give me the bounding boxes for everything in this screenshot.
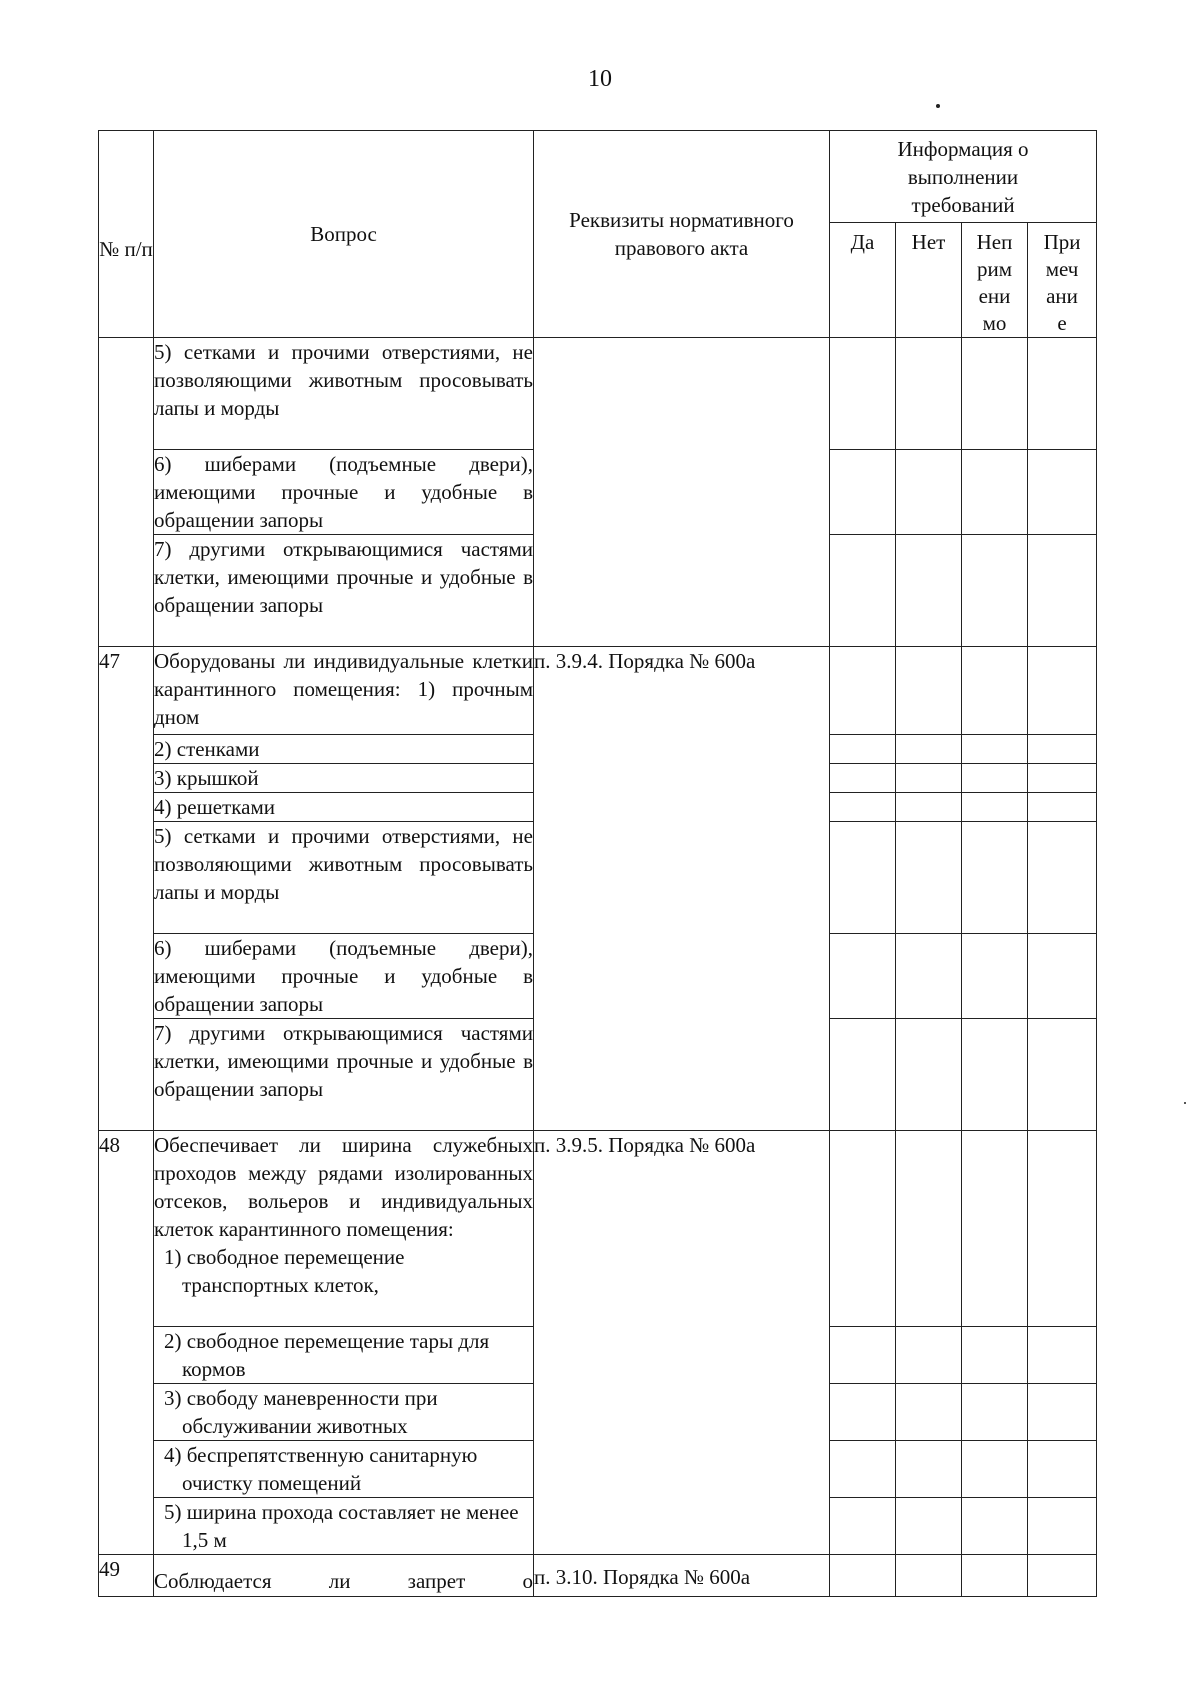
answer-yes-cell[interactable] — [830, 764, 896, 793]
num-cell-empty — [99, 338, 154, 647]
answer-yes-cell[interactable] — [830, 1441, 896, 1498]
answer-yes-cell[interactable] — [830, 647, 896, 735]
question-cell: 3) крышкой — [154, 764, 534, 793]
header-note: При меч ани е — [1028, 223, 1097, 338]
answer-yes-cell[interactable] — [830, 450, 896, 535]
checklist-table — [98, 130, 1097, 1597]
header-num: № п/п — [99, 131, 154, 338]
answer-no-cell[interactable] — [896, 338, 962, 450]
question-cell: 2) свободное перемещение тары для кормов — [154, 1327, 534, 1384]
header-reference: Реквизиты нормативного правового акта — [534, 131, 830, 338]
answer-yes-cell[interactable] — [830, 793, 896, 822]
answer-no-cell[interactable] — [896, 934, 962, 1019]
answer-yes-cell[interactable] — [830, 1327, 896, 1384]
answer-note-cell[interactable] — [1028, 822, 1097, 934]
answer-no-cell[interactable] — [896, 1555, 962, 1597]
answer-note-cell[interactable] — [1028, 338, 1097, 450]
answer-note-cell[interactable] — [1028, 535, 1097, 647]
answer-na-cell[interactable] — [962, 1441, 1028, 1498]
answer-na-cell[interactable] — [962, 647, 1028, 735]
answer-yes-cell[interactable] — [830, 934, 896, 1019]
answer-na-cell[interactable] — [962, 793, 1028, 822]
answer-yes-cell[interactable] — [830, 1019, 896, 1131]
answer-yes-cell[interactable] — [830, 1131, 896, 1327]
answer-note-cell[interactable] — [1028, 1441, 1097, 1498]
reference-cell: п. 3.10. Порядка № 600а — [534, 1555, 830, 1597]
answer-no-cell[interactable] — [896, 1498, 962, 1555]
answer-na-cell[interactable] — [962, 1019, 1028, 1131]
answer-note-cell[interactable] — [1028, 1555, 1097, 1597]
answer-na-cell[interactable] — [962, 1327, 1028, 1384]
answer-no-cell[interactable] — [896, 535, 962, 647]
question-cell: 2) стенками — [154, 735, 534, 764]
answer-na-cell[interactable] — [962, 1131, 1028, 1327]
question-cell: 4) беспрепятственную санитарную очистку помещений — [154, 1441, 534, 1498]
answer-yes-cell[interactable] — [830, 1498, 896, 1555]
question-cell: 7) другими открывающимися частями клетки, имеющими прочные и удобные в обращении запоры — [154, 1019, 534, 1131]
answer-yes-cell[interactable] — [830, 822, 896, 934]
question-subitem: 1) свободное перемещение транспортных клеток, — [164, 1245, 405, 1297]
answer-na-cell[interactable] — [962, 764, 1028, 793]
answer-na-cell[interactable] — [962, 535, 1028, 647]
answer-yes-cell[interactable] — [830, 1384, 896, 1441]
answer-no-cell[interactable] — [896, 822, 962, 934]
question-cell: 7) другими открывающимися частями клетки, имеющими прочные и удобные в обращении запоры — [154, 535, 534, 647]
question-cell: 5) сетками и прочими отверстиями, не позволяющими животным просовывать лапы и морды — [154, 338, 534, 450]
page-number: 10 — [588, 66, 612, 92]
answer-na-cell[interactable] — [962, 1384, 1028, 1441]
header-question: Вопрос — [154, 131, 534, 338]
answer-na-cell[interactable] — [962, 822, 1028, 934]
question-cell: 5) сетками и прочими отверстиями, не позволяющими животным просовывать лапы и морды — [154, 822, 534, 934]
answer-no-cell[interactable] — [896, 1019, 962, 1131]
question-cell: 3) свободу маневренности при обслуживании животных — [154, 1384, 534, 1441]
question-cell: Соблюдается ли запрет о — [154, 1555, 534, 1597]
answer-na-cell[interactable] — [962, 1555, 1028, 1597]
answer-no-cell[interactable] — [896, 1131, 962, 1327]
answer-yes-cell[interactable] — [830, 735, 896, 764]
answer-yes-cell[interactable] — [830, 1555, 896, 1597]
answer-no-cell[interactable] — [896, 647, 962, 735]
header-no: Нет — [896, 223, 962, 338]
answer-na-cell[interactable] — [962, 338, 1028, 450]
answer-note-cell[interactable] — [1028, 735, 1097, 764]
answer-no-cell[interactable] — [896, 735, 962, 764]
answer-note-cell[interactable] — [1028, 793, 1097, 822]
answer-no-cell[interactable] — [896, 764, 962, 793]
answer-note-cell[interactable] — [1028, 764, 1097, 793]
answer-na-cell[interactable] — [962, 1498, 1028, 1555]
reference-cell: п. 3.9.5. Порядка № 600а — [534, 1131, 830, 1555]
answer-na-cell[interactable] — [962, 934, 1028, 1019]
header-info: Информация о выполнении требований — [830, 131, 1097, 223]
answer-note-cell[interactable] — [1028, 1327, 1097, 1384]
answer-na-cell[interactable] — [962, 735, 1028, 764]
header-not-applicable: Неп рим ени мо — [962, 223, 1028, 338]
question-cell: 6) шиберами (подъемные двери), имеющими прочные и удобные в обращении запоры — [154, 934, 534, 1019]
reference-cell: п. 3.9.4. Порядка № 600а — [534, 647, 830, 1131]
item-number: 47 — [99, 647, 154, 1131]
item-number: 48 — [99, 1131, 154, 1555]
answer-no-cell[interactable] — [896, 1384, 962, 1441]
answer-no-cell[interactable] — [896, 450, 962, 535]
question-cell: 5) ширина прохода составляет не менее 1,5 м — [154, 1498, 534, 1555]
answer-yes-cell[interactable] — [830, 535, 896, 647]
answer-no-cell[interactable] — [896, 793, 962, 822]
question-cell: 6) шиберами (подъемные двери), имеющими прочные и удобные в обращении запоры — [154, 450, 534, 535]
answer-note-cell[interactable] — [1028, 1498, 1097, 1555]
answer-no-cell[interactable] — [896, 1327, 962, 1384]
header-yes: Да — [830, 223, 896, 338]
answer-note-cell[interactable] — [1028, 1131, 1097, 1327]
answer-na-cell[interactable] — [962, 450, 1028, 535]
scan-speck — [936, 104, 940, 108]
answer-note-cell[interactable] — [1028, 934, 1097, 1019]
scan-speck-2 — [1184, 1102, 1186, 1104]
reference-cell-empty — [534, 338, 830, 647]
question-cell: Оборудованы ли индивидуальные клетки карантинного помещения: 1) прочным дном — [154, 647, 534, 735]
answer-note-cell[interactable] — [1028, 450, 1097, 535]
answer-no-cell[interactable] — [896, 1441, 962, 1498]
answer-note-cell[interactable] — [1028, 1384, 1097, 1441]
question-cell — [154, 1131, 534, 1327]
answer-note-cell[interactable] — [1028, 647, 1097, 735]
item-number: 49 — [99, 1555, 154, 1597]
question-intro: Обеспечивает ли ширина служебных проходов между рядами изолированных отсеков, вольеров и индивидуальных клеток карантинного помещения: — [154, 1133, 533, 1241]
answer-yes-cell[interactable] — [830, 338, 896, 450]
question-cell: 4) решетками — [154, 793, 534, 822]
answer-note-cell[interactable] — [1028, 1019, 1097, 1131]
